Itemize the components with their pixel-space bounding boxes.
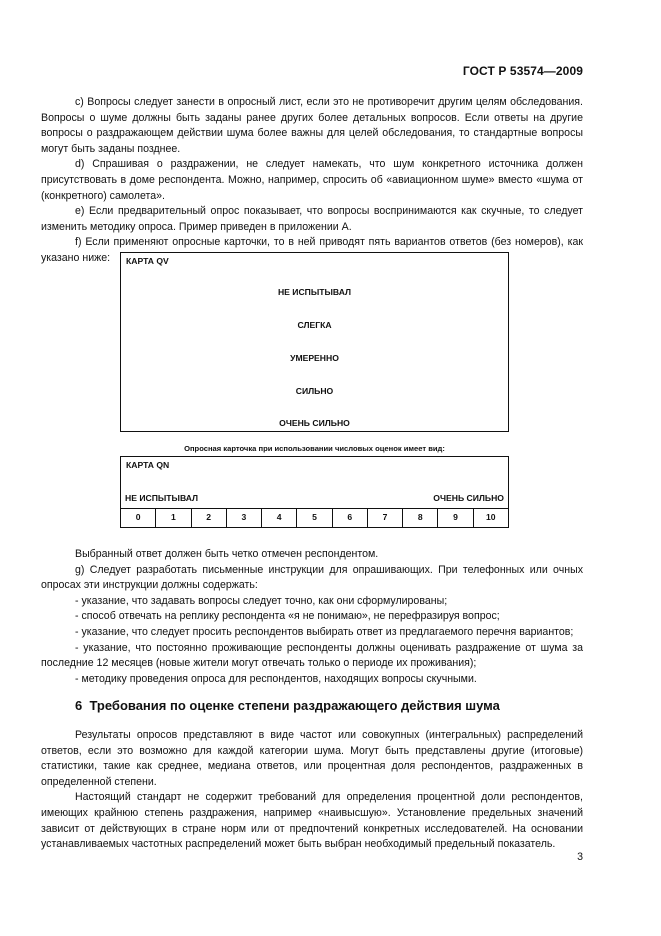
option-moderately: УМЕРЕННО: [290, 353, 339, 363]
document-header: ГОСТ Р 53574—2009: [462, 64, 583, 78]
option-slightly: СЛЕГКА: [297, 320, 332, 330]
option-extremely: ОЧЕНЬ СИЛЬНО: [279, 418, 350, 428]
paragraph-results: Результаты опросов представляют в виде частот или совокупных (интегральных) распределений ответов, если это возможно для каждой категории шума. Могут быть представлены другие (итоговые) статистики, такие как среднее, медиана ответов, или процентная доля респондентов, раздраженных в определенной степени.: [41, 729, 583, 788]
list-item: - указание, что постоянно проживающие респонденты должны оценивать раздражение от шума за последние 12 месяцев (новые жители могут отвечать только о периоде их проживания);: [41, 641, 583, 670]
numeric-card-caption: Опросная карточка при использовании числовых оценок имеет вид:: [184, 444, 445, 453]
option-not-at-all: НЕ ИСПЫТЫВАЛ: [277, 287, 352, 297]
option-very: СИЛЬНО: [295, 386, 334, 396]
list-item: - указание, что задавать вопросы следует точно, как они сформулированы;: [75, 594, 448, 607]
scale-cell: 9: [437, 509, 472, 527]
scale-cell: 4: [261, 509, 296, 527]
paragraph-c: c) Вопросы следует занести в опросный лист, если это не противоречит другим целям обследования. Вопросы о шуме должны быть заданы ранее других более детальных вопросов. Если ответы на другие вопросы о раздражающем действии шума более важны для целей обследования, то стандартные вопросы могут быть заданы позднее.: [41, 96, 583, 155]
scale-cell: 6: [332, 509, 367, 527]
card-title: КАРТА QN: [126, 460, 170, 470]
scale-cell: 10: [473, 509, 508, 527]
section-number: 6: [75, 698, 83, 713]
card-title: КАРТА QV: [126, 256, 169, 266]
scale-cell: 1: [155, 509, 190, 527]
list-item: - способ отвечать на реплику респондента «я не понимаю», не перефразируя вопрос;: [75, 610, 500, 623]
paragraph-standard: Настоящий стандарт не содержит требований для определения процентной доли респондентов, имеющих крайнюю степень раздражения, например «наивысшую». Установление предельных значений зависит от действующих в стране норм или от предпочтений конкретных исследователей. На основании устанавливаемых частотных распределений может быть выбран необходимый предельный показатель.: [41, 791, 583, 851]
paragraph-f: f) Если применяют опросные карточки, то в ней приводят пять вариантов ответов (без номеров), как указано ниже:: [41, 236, 583, 264]
scale-high-label: ОЧЕНЬ СИЛЬНО: [433, 493, 504, 503]
numeric-scale-row: [121, 508, 508, 527]
section-heading: [75, 698, 500, 713]
scale-cell: 0: [135, 512, 141, 522]
paragraph-answer-marked: Выбранный ответ должен быть четко отмечен респондентом.: [75, 548, 379, 560]
scale-low-label: НЕ ИСПЫТЫВАЛ: [125, 493, 199, 503]
scale-cell: 5: [296, 509, 331, 527]
list-item: - методику проведения опроса для респондентов, находящих вопросы скучными.: [75, 672, 477, 685]
verbal-scale-card: [120, 252, 509, 432]
section-title: Требования по оценке степени раздражающего действия шума: [89, 698, 500, 713]
list-item: - указание, что следует просить респондентов выбирать ответ из предлагаемого перечня вариантов;: [75, 625, 574, 638]
scale-cell: 8: [402, 509, 437, 527]
paragraph-g: g) Следует разработать письменные инструкции для опрашивающих. При телефонных или очных опросах эти инструкции должны содержать:: [41, 563, 583, 592]
paragraph-d: d) Спрашивая о раздражении, не следует намекать, что шум конкретного источника должен присутствовать в доме респондента. Можно, например, спросить об «авиационном шуме» вместо «шума от (конкретного) самолета».: [41, 158, 583, 202]
numeric-scale-card: [120, 456, 509, 528]
paragraphs-bottom: [41, 728, 583, 853]
paragraphs-top: [41, 95, 583, 267]
page-number: 3: [577, 851, 583, 863]
scale-cell: 7: [367, 509, 402, 527]
scale-cell: 3: [226, 509, 261, 527]
paragraphs-middle: [41, 547, 583, 687]
scale-cell: 2: [191, 509, 226, 527]
paragraph-e: e) Если предварительный опрос показывает, что вопросы воспринимаются как скучные, то следует изменить методику опроса. Пример приведен в приложении А.: [41, 205, 583, 233]
